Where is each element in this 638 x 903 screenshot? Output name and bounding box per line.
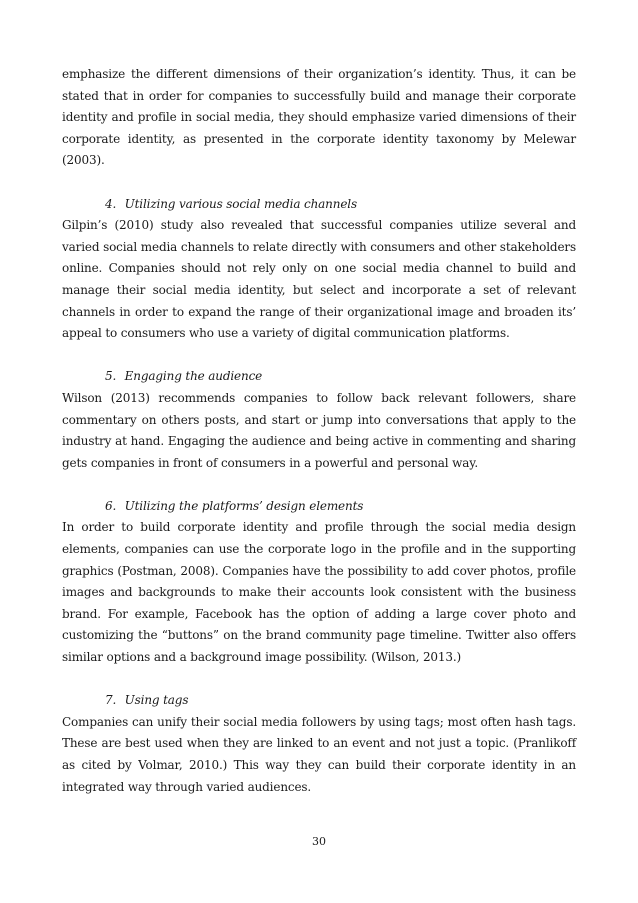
section-body: Wilson (2013) recommends companies to follow back relevant followers, share commentary on others posts, and start or jump into conversations that apply to the industry at hand. Engaging the audience and being active in commenting and sharing gets companies in front of consumers in a powerful and personal way.: [62, 390, 576, 470]
section-number: 6.: [105, 498, 117, 513]
section-body: In order to build corporate identity and profile through the social media design elements, companies can use the corporate logo in the profile and in the supporting graphics (Postman, 2008). Companies have the possibility to add cover photos, profile images and backgrounds to make their accounts look consistent with the business brand. For example, Facebook has the option of adding a large cover photo and customizing the “buttons” on the brand community page timeline. Twitter also offers similar options and a background image possibility. (Wilson, 2013.): [62, 520, 576, 665]
section-engaging-audience: [62, 366, 576, 474]
intro-paragraph: emphasize the different dimensions of their organization’s identity. Thus, it can be stated that in order for companies to successfully build and manage their corporate identity and profile in social media, they should emphasize varied dimensions of their corporate identity, as presented in the corporate identity taxonomy by Melewar (2003).: [62, 67, 576, 168]
page-number: 30: [312, 835, 326, 848]
document-page: [62, 64, 576, 798]
section-social-media-channels: [62, 194, 576, 345]
section-using-tags: [62, 690, 576, 798]
section-body: Gilpin’s (2010) study also revealed that successful companies utilize several and varied social media channels to relate directly with consumers and other stakeholders online. Companies should not rely only on one social media channel to build and manage their social media identity, but select and incorporate a set of relevant channels in order to expand the range of their organizational image and broaden its’ appeal to consumers who use a variety of digital communication platforms.: [62, 218, 576, 341]
section-body: Companies can unify their social media followers by using tags; most often hash tags. These are best used when they are linked to an event and not just a topic. (Pranlikoff as cited by Volmar, 2010.) This way they can build their corporate identity in an integrated way through varied audiences.: [62, 714, 576, 794]
section-title: Utilizing the platforms’ design elements: [124, 498, 364, 513]
section-heading: [62, 366, 576, 388]
section-heading: [62, 496, 576, 518]
section-number: 5.: [105, 369, 117, 384]
section-heading: [62, 690, 576, 712]
section-title: Engaging the audience: [124, 369, 263, 384]
section-number: 7.: [105, 693, 117, 708]
section-design-elements: [62, 496, 576, 669]
section-title: Using tags: [124, 693, 189, 708]
section-heading: [62, 194, 576, 216]
section-title: Utilizing various social media channels: [124, 196, 357, 211]
section-number: 4.: [105, 196, 117, 211]
